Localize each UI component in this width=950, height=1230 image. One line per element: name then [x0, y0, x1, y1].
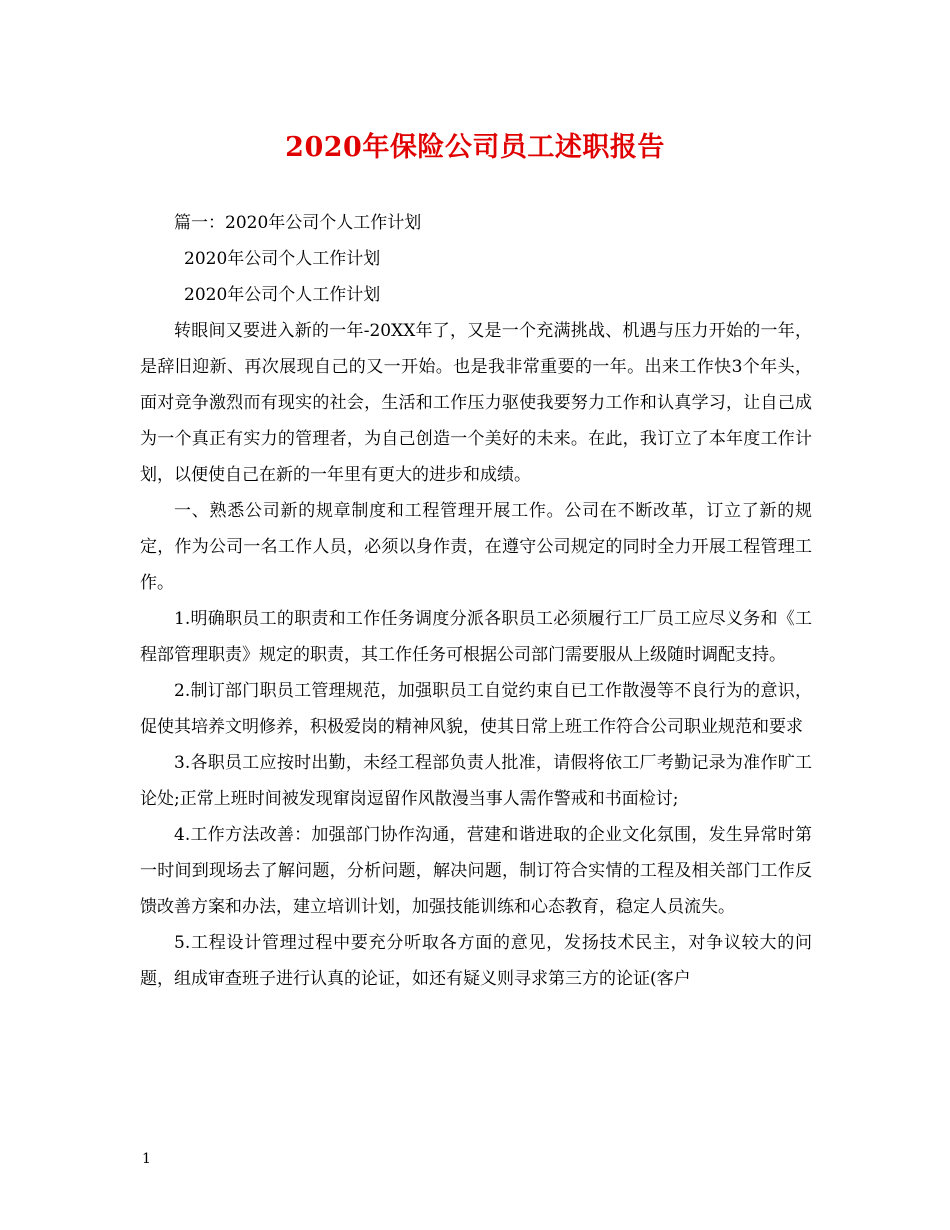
page-number: 1: [142, 1151, 151, 1167]
paragraph-item-2: 2.制订部门职员工管理规范，加强职员工自觉约束自已工作散漫等不良行为的意识，促使其培养文明修养，积极爱岗的精神风貌，使其日常上班工作符合公司职业规范和要求: [140, 681, 812, 737]
sub-heading-2: 2020年公司个人工作计划: [184, 285, 381, 305]
document-title: 2020年保险公司员工述职报告: [285, 132, 665, 163]
document-body: [140, 205, 812, 997]
paragraph-intro: 转眼间又要进入新的一年-20XX年了，又是一个充满挑战、机遇与压力开始的一年，是辞旧迎新、再次展现自己的又一开始。也是我非常重要的一年。出来工作快3个年头，面对竞争激烈而有现实的社会，生活和工作压力驱使我要努力工作和认真学习，让自己成为一个真正有实力的管理者，为自己创造一个美好的未来。在此，我订立了本年度工作计划，以便使自己在新的一年里有更大的进步和成绩。: [140, 321, 812, 485]
paragraph-item-1: 1.明确职员工的职责和工作任务调度分派各职员工必须履行工厂员工应尽义务和《工程部管理职责》规定的职责，其工作任务可根据公司部门需要服从上级随时调配支持。: [140, 609, 812, 665]
section-heading: 篇一：2020年公司个人工作计划: [174, 213, 422, 233]
paragraph-item-5: 5.工程设计管理过程中要充分听取各方面的意见，发扬技术民主，对争议较大的问题，组成审查班子进行认真的论证，如还有疑义则寻求第三方的论证(客户: [140, 933, 812, 989]
paragraph-item-3: 3.各职员工应按时出勤，未经工程部负责人批准，请假将依工厂考勤记录为准作旷工论处;正常上班时间被发现窜岗逗留作风散漫当事人需作警戒和书面检讨;: [140, 753, 812, 809]
paragraph-section-one: 一、熟悉公司新的规章制度和工程管理开展工作。公司在不断改革，订立了新的规定，作为公司一名工作人员，必须以身作责，在遵守公司规定的同时全力开展工程管理工作。: [140, 501, 812, 593]
sub-heading-1: 2020年公司个人工作计划: [184, 249, 381, 269]
paragraph-item-4: 4.工作方法改善：加强部门协作沟通，营建和谐进取的企业文化氛围，发生异常时第一时间到现场去了解问题，分析问题，解决问题，制订符合实情的工程及相关部门工作反馈改善方案和办法，建立培训计划，加强技能训练和心态教育，稳定人员流失。: [140, 825, 812, 917]
